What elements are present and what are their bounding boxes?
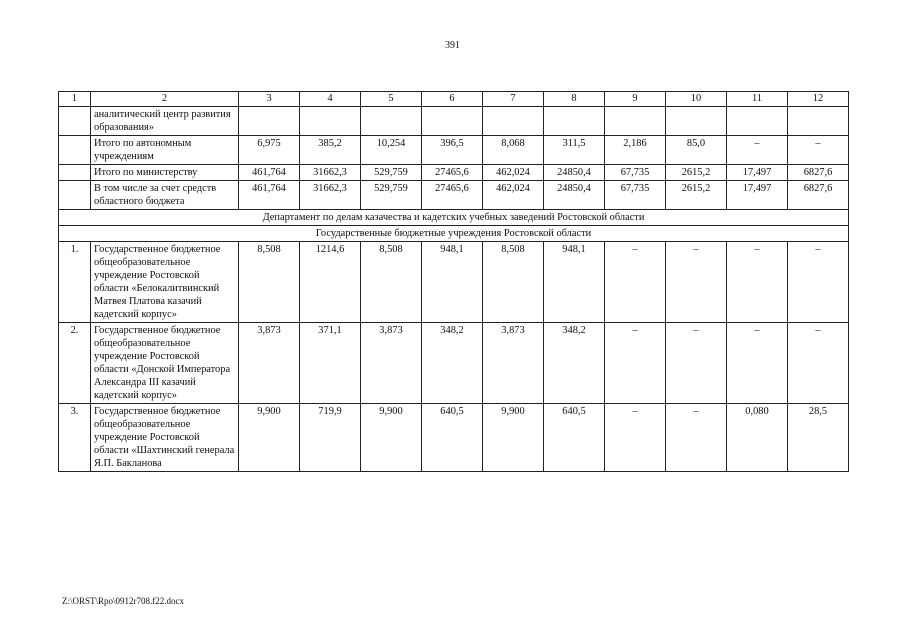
value-cell: 9,900 [361,404,422,472]
value-cell: 3,873 [483,323,544,404]
column-header: 9 [605,92,666,107]
value-cell: 461,764 [239,165,300,181]
value-cell [239,107,300,136]
value-cell: 8,508 [239,242,300,323]
value-cell: – [727,242,788,323]
value-cell [544,107,605,136]
value-cell: 8,508 [483,242,544,323]
value-cell: 385,2 [300,136,361,165]
value-cell: 948,1 [422,242,483,323]
table-row [59,165,849,181]
institution-name: Итого по автономным учреждениям [91,136,239,165]
table-row [59,323,849,404]
column-header: 3 [239,92,300,107]
value-cell: 9,900 [239,404,300,472]
table-row [59,404,849,472]
value-cell: – [788,242,849,323]
section-header-row [59,226,849,242]
value-cell: – [666,323,727,404]
value-cell: 948,1 [544,242,605,323]
value-cell: 462,024 [483,165,544,181]
value-cell: 9,900 [483,404,544,472]
row-number: 1. [59,242,91,323]
value-cell: 6827,6 [788,181,849,210]
file-path-footer: Z:\ORST\Rpo\0912r708.f22.docx [62,596,184,606]
column-header: 1 [59,92,91,107]
institution-name: Государственное бюджетное общеобразовательное учреждение Ростовской области «Шахтинский генерала Я.П. Бакланова [91,404,239,472]
value-cell: 640,5 [422,404,483,472]
value-cell: 8,508 [361,242,422,323]
value-cell: 529,759 [361,181,422,210]
institution-name: аналитический центр развития образования» [91,107,239,136]
row-number: 3. [59,404,91,472]
value-cell [300,107,361,136]
value-cell: 10,254 [361,136,422,165]
table-row [59,242,849,323]
value-cell: 67,735 [605,165,666,181]
institution-name: Государственное бюджетное общеобразовательное учреждение Ростовской области «Белокалитвинский Матвея Платова казачий кадетский корпус» [91,242,239,323]
value-cell [422,107,483,136]
value-cell: 396,5 [422,136,483,165]
value-cell [788,107,849,136]
value-cell: 28,5 [788,404,849,472]
value-cell: 24850,4 [544,181,605,210]
value-cell: 24850,4 [544,165,605,181]
column-header: 4 [300,92,361,107]
value-cell: 311,5 [544,136,605,165]
column-header: 12 [788,92,849,107]
value-cell [483,107,544,136]
column-header: 8 [544,92,605,107]
row-number [59,181,91,210]
value-cell: 3,873 [239,323,300,404]
institution-name: В том числе за счет средств областного бюджета [91,181,239,210]
table-row [59,107,849,136]
value-cell [361,107,422,136]
page-number: 391 [445,40,460,51]
value-cell: 6,975 [239,136,300,165]
value-cell: 0,080 [727,404,788,472]
column-header: 11 [727,92,788,107]
value-cell: 348,2 [544,323,605,404]
section-title: Государственные бюджетные учреждения Ростовской области [59,226,849,242]
value-cell: – [605,242,666,323]
value-cell: 8,068 [483,136,544,165]
value-cell: 27465,6 [422,181,483,210]
value-cell: 2615,2 [666,165,727,181]
section-title: Департамент по делам казачества и кадетских учебных заведений Ростовской области [59,210,849,226]
column-header: 2 [91,92,239,107]
value-cell: – [666,242,727,323]
value-cell: 2615,2 [666,181,727,210]
value-cell [666,107,727,136]
value-cell: – [727,323,788,404]
value-cell: – [788,323,849,404]
value-cell: 529,759 [361,165,422,181]
column-header: 10 [666,92,727,107]
section-header-row [59,210,849,226]
value-cell [605,107,666,136]
table-row [59,136,849,165]
value-cell: 85,0 [666,136,727,165]
value-cell: 31662,3 [300,181,361,210]
value-cell: – [605,323,666,404]
value-cell: 17,497 [727,165,788,181]
value-cell [727,107,788,136]
row-number [59,136,91,165]
row-number [59,107,91,136]
value-cell: 462,024 [483,181,544,210]
value-cell: – [666,404,727,472]
value-cell: 6827,6 [788,165,849,181]
value-cell: 3,873 [361,323,422,404]
value-cell: 719,9 [300,404,361,472]
column-header: 7 [483,92,544,107]
institution-name: Итого по министерству [91,165,239,181]
value-cell: 1214,6 [300,242,361,323]
value-cell: – [788,136,849,165]
value-cell: 461,764 [239,181,300,210]
budget-table [58,91,849,472]
value-cell: 17,497 [727,181,788,210]
value-cell: 31662,3 [300,165,361,181]
header-row [59,92,849,107]
institution-name: Государственное бюджетное общеобразовательное учреждение Ростовской области «Донской Императора Александра III казачий кадетский корпус» [91,323,239,404]
column-header: 5 [361,92,422,107]
value-cell: – [727,136,788,165]
value-cell: 27465,6 [422,165,483,181]
value-cell: 371,1 [300,323,361,404]
value-cell: – [605,404,666,472]
value-cell: 640,5 [544,404,605,472]
value-cell: 2,186 [605,136,666,165]
row-number: 2. [59,323,91,404]
table-row [59,181,849,210]
value-cell: 348,2 [422,323,483,404]
row-number [59,165,91,181]
value-cell: 67,735 [605,181,666,210]
column-header: 6 [422,92,483,107]
